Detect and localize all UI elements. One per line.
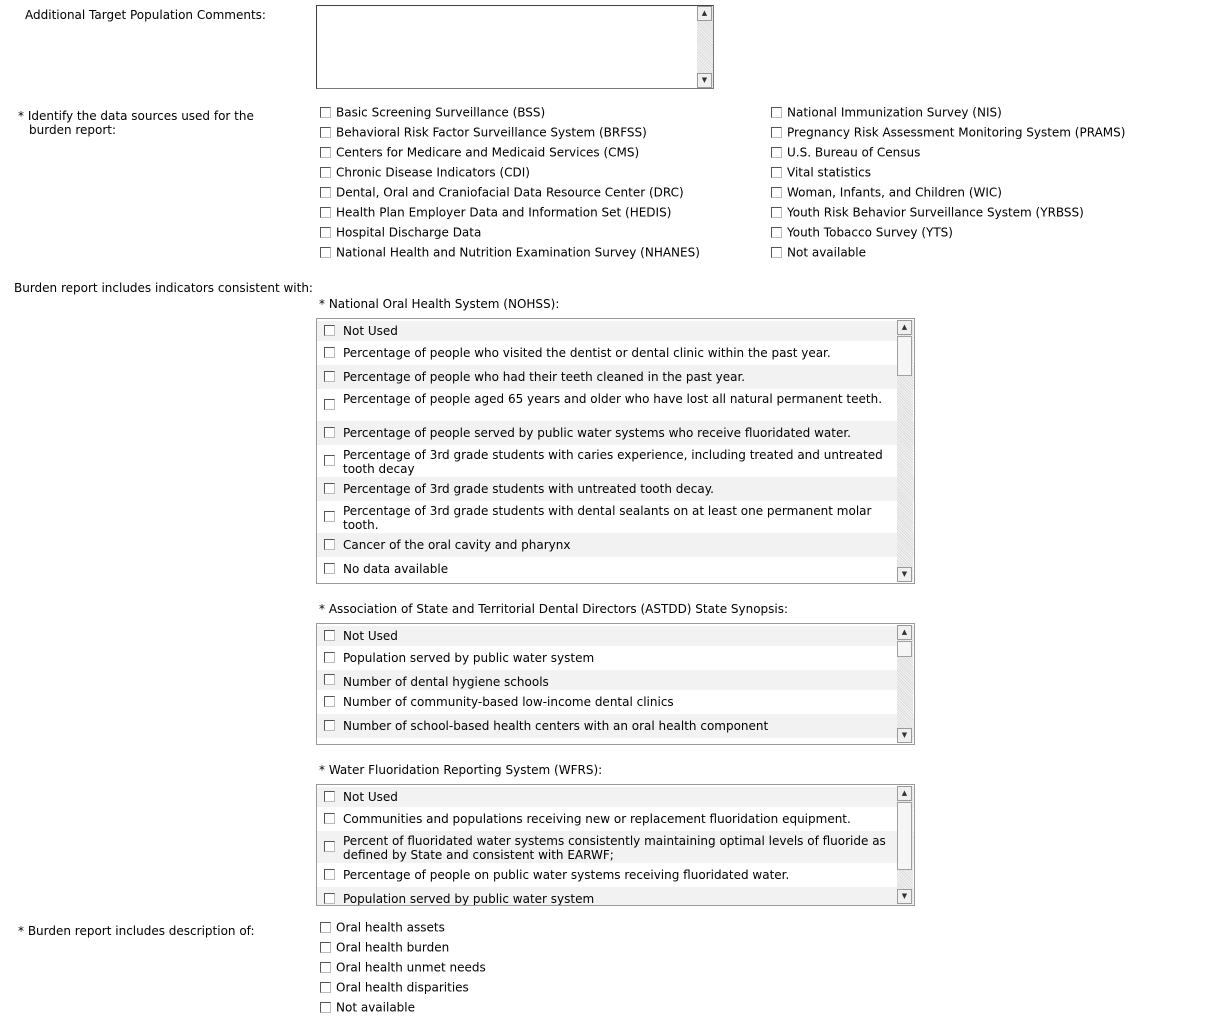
source-option-drc[interactable] <box>320 185 684 205</box>
source-option-nhanes[interactable] <box>320 245 700 265</box>
checkbox[interactable] <box>320 147 331 158</box>
arrow-up-icon[interactable]: ▲ <box>897 625 912 640</box>
item-label: Cancer of the oral cavity and pharynx <box>343 538 571 552</box>
astdd-scrollbar[interactable] <box>897 625 913 743</box>
option-label: U.S. Bureau of Census <box>787 145 921 160</box>
source-option-hedis[interactable] <box>320 205 671 225</box>
checkbox[interactable] <box>771 247 782 258</box>
nohss-item[interactable] <box>317 365 914 389</box>
wfrs-scrollbar[interactable] <box>897 786 913 904</box>
source-option-brfss[interactable] <box>320 125 647 145</box>
checkbox[interactable] <box>324 791 335 802</box>
option-label: National Immunization Survey (NIS) <box>787 105 1002 120</box>
description-option-assets[interactable] <box>320 920 445 940</box>
checkbox[interactable] <box>771 187 782 198</box>
source-option-wic[interactable] <box>771 185 1002 205</box>
checkbox[interactable] <box>771 167 782 178</box>
option-label: Hospital Discharge Data <box>336 225 482 240</box>
item-label: Percentage of people aged 65 years and older who have lost all natural permanent teeth. <box>343 392 883 406</box>
target-comments-label: Additional Target Population Comments: <box>25 8 266 22</box>
checkbox[interactable] <box>324 399 335 410</box>
checkbox[interactable] <box>324 455 335 466</box>
description-option-disparities[interactable] <box>320 980 469 1000</box>
source-option-hospital-discharge[interactable] <box>320 225 481 245</box>
astdd-item[interactable] <box>317 670 914 690</box>
checkbox[interactable] <box>771 127 782 138</box>
checkbox[interactable] <box>320 942 331 953</box>
checkbox[interactable] <box>320 167 331 178</box>
wfrs-item[interactable] <box>317 863 914 887</box>
scroll-thumb[interactable] <box>897 802 912 870</box>
checkbox[interactable] <box>320 187 331 198</box>
checkbox[interactable] <box>324 869 335 880</box>
option-label: Dental, Oral and Craniofacial Data Resource Center (DRC) <box>336 185 684 200</box>
checkbox[interactable] <box>324 325 335 336</box>
nohss-item[interactable] <box>317 477 914 501</box>
astdd-listbox[interactable] <box>316 623 915 745</box>
checkbox[interactable] <box>771 207 782 218</box>
option-label: Youth Tobacco Survey (YTS) <box>787 225 953 240</box>
arrow-up-icon[interactable]: ▲ <box>897 320 912 335</box>
scroll-thumb[interactable] <box>897 336 912 376</box>
data-sources-label-line1: * Identify the data sources used for the <box>18 109 254 123</box>
nohss-item[interactable] <box>317 341 914 365</box>
source-option-prams[interactable] <box>771 125 1125 145</box>
source-option-census[interactable] <box>771 145 920 165</box>
arrow-down-icon[interactable]: ▼ <box>697 73 712 88</box>
checkbox[interactable] <box>324 511 335 522</box>
source-option-cdi[interactable] <box>320 165 530 185</box>
option-label: Oral health burden <box>336 940 450 955</box>
astdd-item[interactable] <box>317 646 914 670</box>
astdd-item[interactable] <box>317 714 914 738</box>
checkbox[interactable] <box>324 563 335 574</box>
option-label: Pregnancy Risk Assessment Monitoring System (PRAMS) <box>787 125 1126 140</box>
item-label: Population served by public water system <box>343 651 595 665</box>
nohss-item[interactable] <box>317 389 914 421</box>
option-label: National Health and Nutrition Examination Survey (NHANES) <box>336 245 700 260</box>
checkbox[interactable] <box>771 227 782 238</box>
checkbox[interactable] <box>320 127 331 138</box>
item-label: Percentage of people served by public water systems who receive fluoridated water. <box>343 426 851 440</box>
description-label: * Burden report includes description of: <box>18 924 255 938</box>
astdd-item[interactable] <box>317 626 914 646</box>
source-option-bss[interactable] <box>320 105 545 125</box>
checkbox[interactable] <box>324 720 335 731</box>
item-label: Number of community-based low-income dental clinics <box>343 695 674 709</box>
wfrs-item[interactable] <box>317 807 914 831</box>
arrow-down-icon[interactable]: ▼ <box>897 728 912 743</box>
wfrs-listbox[interactable] <box>316 784 915 906</box>
option-label: Oral health disparities <box>336 980 469 995</box>
nohss-scrollbar[interactable] <box>897 320 913 582</box>
option-label: Youth Risk Behavior Surveillance System (YRBSS) <box>787 205 1084 220</box>
arrow-up-icon[interactable]: ▲ <box>697 6 712 21</box>
checkbox[interactable] <box>771 147 782 158</box>
source-option-yts[interactable] <box>771 225 953 245</box>
indicators-label: Burden report includes indicators consistent with: <box>14 281 313 295</box>
item-label: No data available <box>343 562 449 576</box>
checkbox[interactable] <box>320 922 331 933</box>
option-label: Not available <box>336 1000 416 1015</box>
checkbox[interactable] <box>324 483 335 494</box>
item-label: Percentage of 3rd grade students with caries experience, including treated and untreated tooth decay <box>343 448 883 476</box>
checkbox[interactable] <box>771 107 782 118</box>
astdd-title: * Association of State and Territorial Dental Directors (ASTDD) State Synopsis: <box>319 602 789 616</box>
item-label: Not Used <box>343 629 398 643</box>
source-option-vital-statistics[interactable] <box>771 165 871 185</box>
checkbox[interactable] <box>324 427 335 438</box>
source-option-nis[interactable] <box>771 105 1002 125</box>
checkbox[interactable] <box>324 539 335 550</box>
item-label: Communities and populations receiving new or replacement fluoridation equipment. <box>343 812 851 826</box>
source-option-not-available[interactable] <box>771 245 866 265</box>
checkbox[interactable] <box>320 247 331 258</box>
option-label: Behavioral Risk Factor Surveillance System (BRFSS) <box>336 125 647 140</box>
option-label: Oral health assets <box>336 920 445 935</box>
checkbox[interactable] <box>324 652 335 663</box>
option-label: Basic Screening Surveillance (BSS) <box>336 105 546 120</box>
arrow-up-icon[interactable]: ▲ <box>897 786 912 801</box>
checkbox[interactable] <box>320 227 331 238</box>
astdd-item[interactable] <box>317 690 914 714</box>
data-sources-label-line2: burden report: <box>29 123 117 137</box>
wfrs-item[interactable] <box>317 887 914 906</box>
checkbox[interactable] <box>320 107 331 118</box>
option-label: Vital statistics <box>787 165 871 180</box>
wfrs-item[interactable] <box>317 787 914 807</box>
checkbox[interactable] <box>324 347 335 358</box>
item-label: Number of dental hygiene schools <box>343 675 549 689</box>
checkbox[interactable] <box>324 630 335 641</box>
checkbox[interactable] <box>320 207 331 218</box>
nohss-item[interactable] <box>317 445 914 477</box>
item-label: Percentage of people who had their teeth cleaned in the past year. <box>343 370 746 384</box>
checkbox[interactable] <box>324 371 335 382</box>
item-label: Number of school-based health centers with an oral health component <box>343 719 769 733</box>
item-label: Population served by public water system <box>343 892 595 906</box>
item-label: Percent of fluoridated water systems consistently maintaining optimal levels of fluoride as defined by State and consistent with EARWF; <box>343 834 886 862</box>
wfrs-item[interactable] <box>317 831 914 863</box>
checkbox[interactable] <box>320 982 331 993</box>
description-option-not-available[interactable] <box>320 1000 415 1020</box>
target-comments-textarea[interactable] <box>316 5 714 89</box>
item-label: Not Used <box>343 790 398 804</box>
nohss-item[interactable] <box>317 501 914 533</box>
option-label: Chronic Disease Indicators (CDI) <box>336 165 530 180</box>
wfrs-title: * Water Fluoridation Reporting System (WFRS): <box>319 763 603 777</box>
checkbox[interactable] <box>320 962 331 973</box>
checkbox[interactable] <box>324 674 335 685</box>
item-label: Percentage of 3rd grade students with dental sealants on at least one permanent molar tooth. <box>343 504 872 532</box>
nohss-title: * National Oral Health System (NOHSS): <box>319 297 560 311</box>
checkbox[interactable] <box>320 1002 331 1013</box>
option-label: Health Plan Employer Data and Information Set (HEDIS) <box>336 205 672 220</box>
checkbox[interactable] <box>324 813 335 824</box>
source-option-cms[interactable] <box>320 145 639 165</box>
nohss-item[interactable] <box>317 533 914 557</box>
nohss-item[interactable] <box>317 421 914 445</box>
arrow-down-icon[interactable]: ▼ <box>897 889 912 904</box>
source-option-yrbss[interactable] <box>771 205 1084 225</box>
nohss-listbox[interactable] <box>316 318 915 584</box>
scroll-thumb[interactable] <box>897 641 912 657</box>
option-label: Centers for Medicare and Medicaid Services (CMS) <box>336 145 640 160</box>
nohss-item[interactable] <box>317 321 914 341</box>
description-option-burden[interactable] <box>320 940 449 960</box>
option-label: Woman, Infants, and Children (WIC) <box>787 185 1002 200</box>
data-sources-label <box>18 109 254 137</box>
description-option-unmet-needs[interactable] <box>320 960 486 980</box>
arrow-down-icon[interactable]: ▼ <box>897 567 912 582</box>
option-label: Not available <box>787 245 867 260</box>
option-label: Oral health unmet needs <box>336 960 486 975</box>
checkbox[interactable] <box>324 893 335 904</box>
item-label: Not Used <box>343 324 398 338</box>
nohss-item[interactable] <box>317 557 914 581</box>
item-label: Percentage of people on public water systems receiving fluoridated water. <box>343 868 790 882</box>
item-label: Percentage of 3rd grade students with untreated tooth decay. <box>343 482 714 496</box>
item-label: Percentage of people who visited the dentist or dental clinic within the past year. <box>343 346 831 360</box>
checkbox[interactable] <box>324 841 335 852</box>
checkbox[interactable] <box>324 696 335 707</box>
textarea-scrollbar[interactable] <box>697 6 713 88</box>
